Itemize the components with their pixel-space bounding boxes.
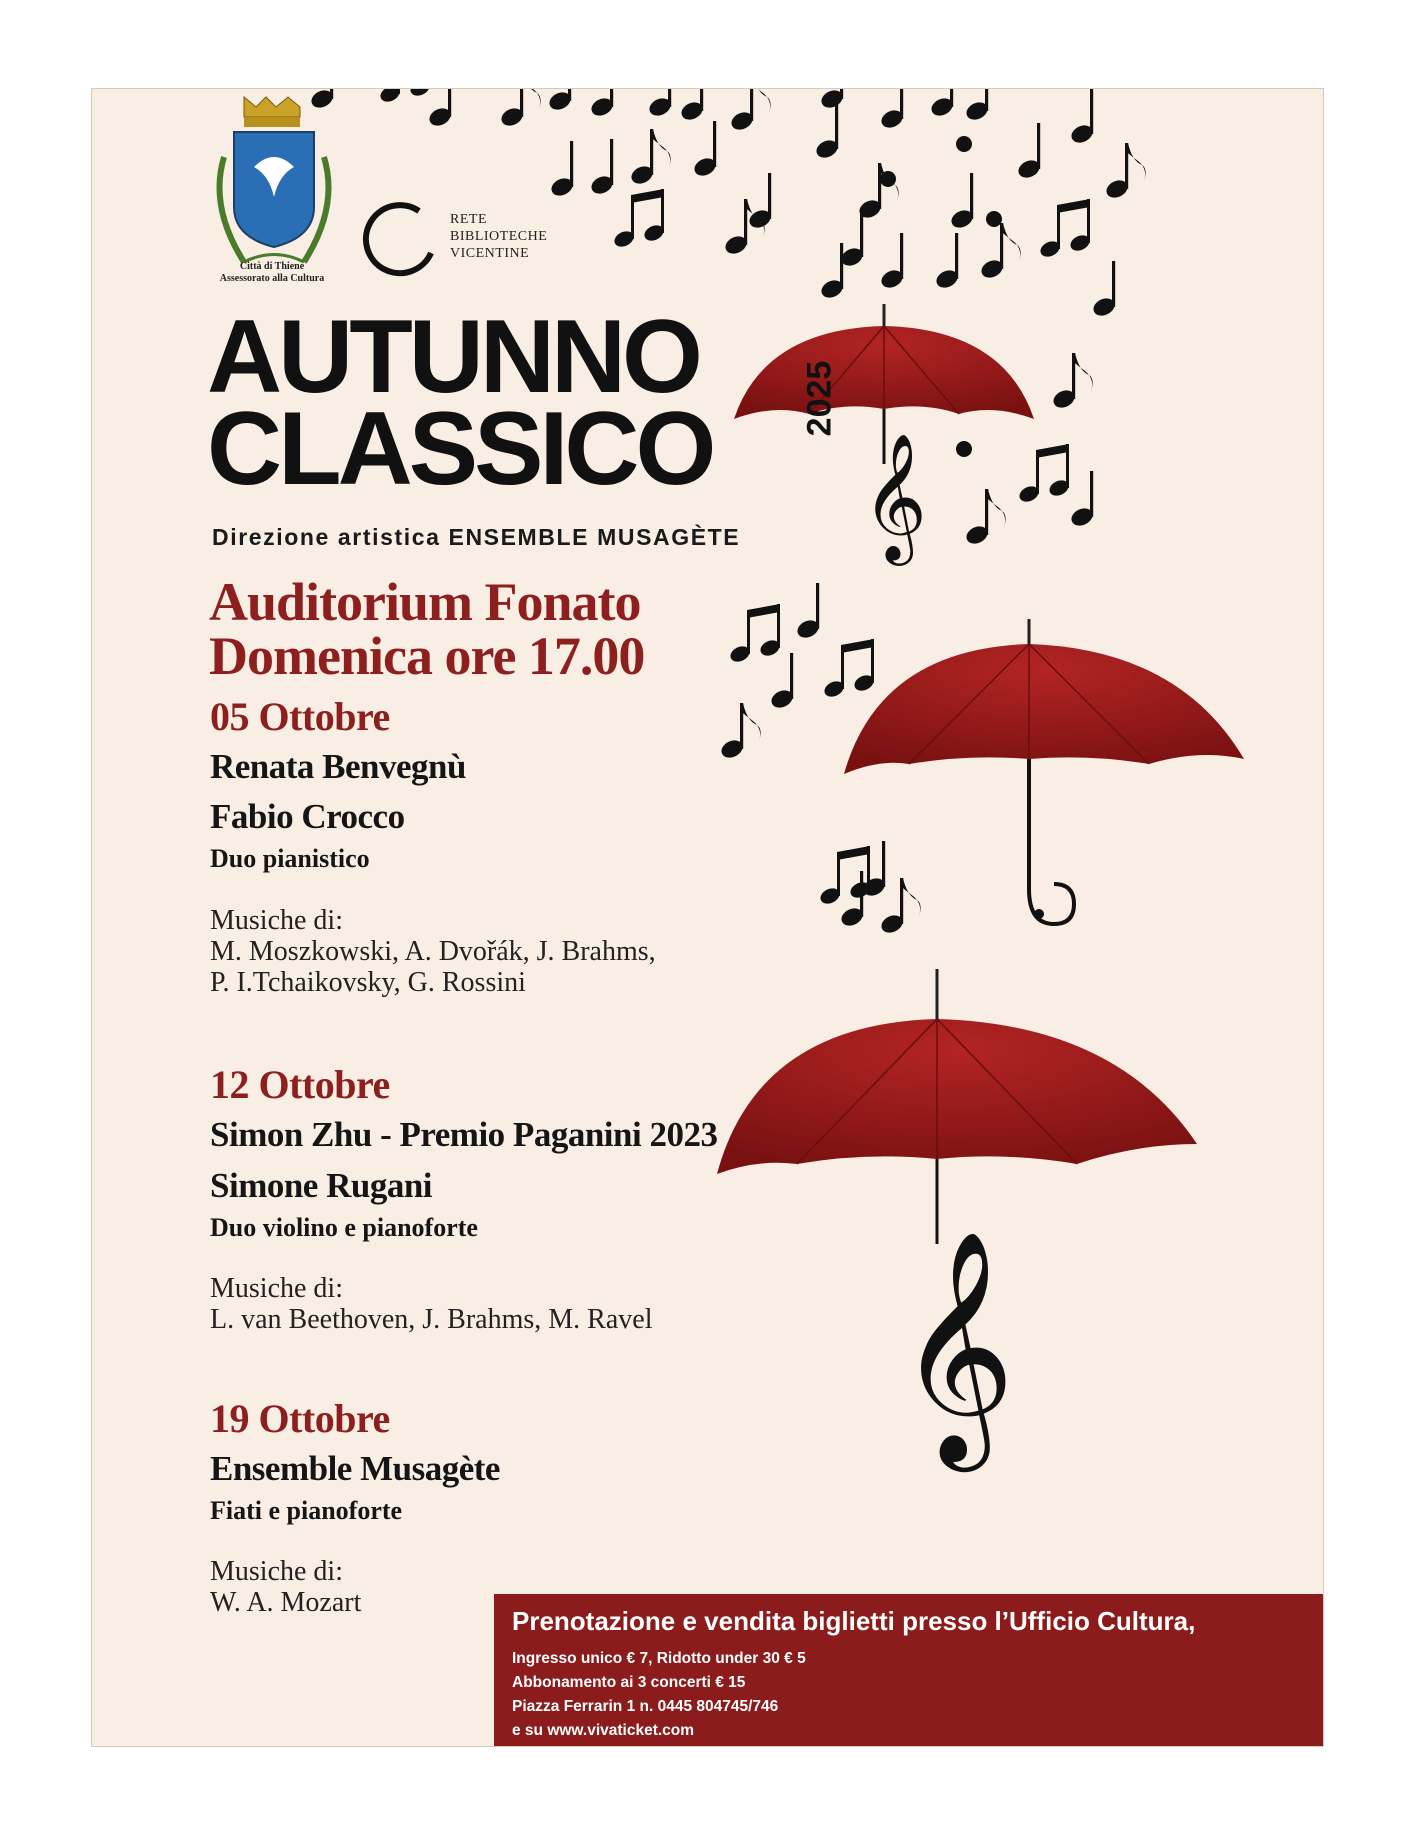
ticket-title: Prenotazione e vendita biglietti presso l’Ufficio Cultura,: [512, 1606, 1196, 1636]
library-network-name: RETE BIBLIOTECHE VICENTINE: [450, 212, 548, 261]
ticket-address: Piazza Ferrarin 1 n. 0445 804745/746: [512, 1698, 779, 1715]
event-title: AUTUNNO CLASSICO: [207, 299, 713, 507]
ensemble-type: Fiati e pianoforte: [210, 1496, 403, 1525]
ensemble-type: Duo violino e pianoforte: [210, 1213, 478, 1242]
svg-text:𝄞: 𝄞: [862, 432, 928, 560]
concert-date: 19 Ottobre: [210, 1396, 390, 1441]
city-caption: Città di Thiene Assessorato alla Cultura: [219, 261, 325, 284]
umbrella-icon: [734, 304, 1034, 566]
ticket-subscription: Abbonamento ai 3 concerti € 15: [512, 1674, 746, 1691]
music-program: Musiche di: W. A. Mozart: [210, 1556, 362, 1618]
umbrella-icon: [717, 969, 1197, 1472]
event-poster: [91, 88, 1324, 1747]
performer-name: Simone Rugani: [210, 1166, 433, 1205]
ensemble-type: Duo pianistico: [210, 844, 370, 873]
venue-info: Auditorium Fonato Domenica ore 17.00: [209, 572, 645, 686]
concert-date: 12 Ottobre: [210, 1062, 390, 1107]
umbrella-icon: [844, 619, 1244, 924]
music-notes-icon: [309, 89, 1146, 936]
event-year: 2025: [800, 360, 839, 437]
artistic-direction: Direzione artistica ENSEMBLE MUSAGÈTE: [212, 524, 741, 550]
ticket-info-box: [494, 1594, 1323, 1746]
city-crest-icon: [220, 97, 329, 262]
ticket-price: Ingresso unico € 7, Ridotto under 30 € 5: [512, 1650, 806, 1667]
svg-text:𝄞: 𝄞: [897, 1229, 1016, 1462]
performer-name: Ensemble Musagète: [210, 1449, 500, 1488]
music-program: Musiche di: M. Moszkowski, A. Dvořák, J. Brahms, P. I.Tchaikovsky, G. Rossini: [210, 905, 656, 998]
performer-name: Renata Benvegnù: [210, 747, 466, 786]
library-network-logo-icon: [366, 205, 431, 273]
performer-name: Fabio Crocco: [210, 797, 405, 836]
concert-date: 05 Ottobre: [210, 694, 390, 739]
music-program: Musiche di: L. van Beethoven, J. Brahms, M. Ravel: [210, 1273, 653, 1335]
ticket-website: e su www.vivaticket.com: [512, 1722, 695, 1739]
performer-name: Simon Zhu - Premio Paganini 2023: [210, 1115, 718, 1154]
